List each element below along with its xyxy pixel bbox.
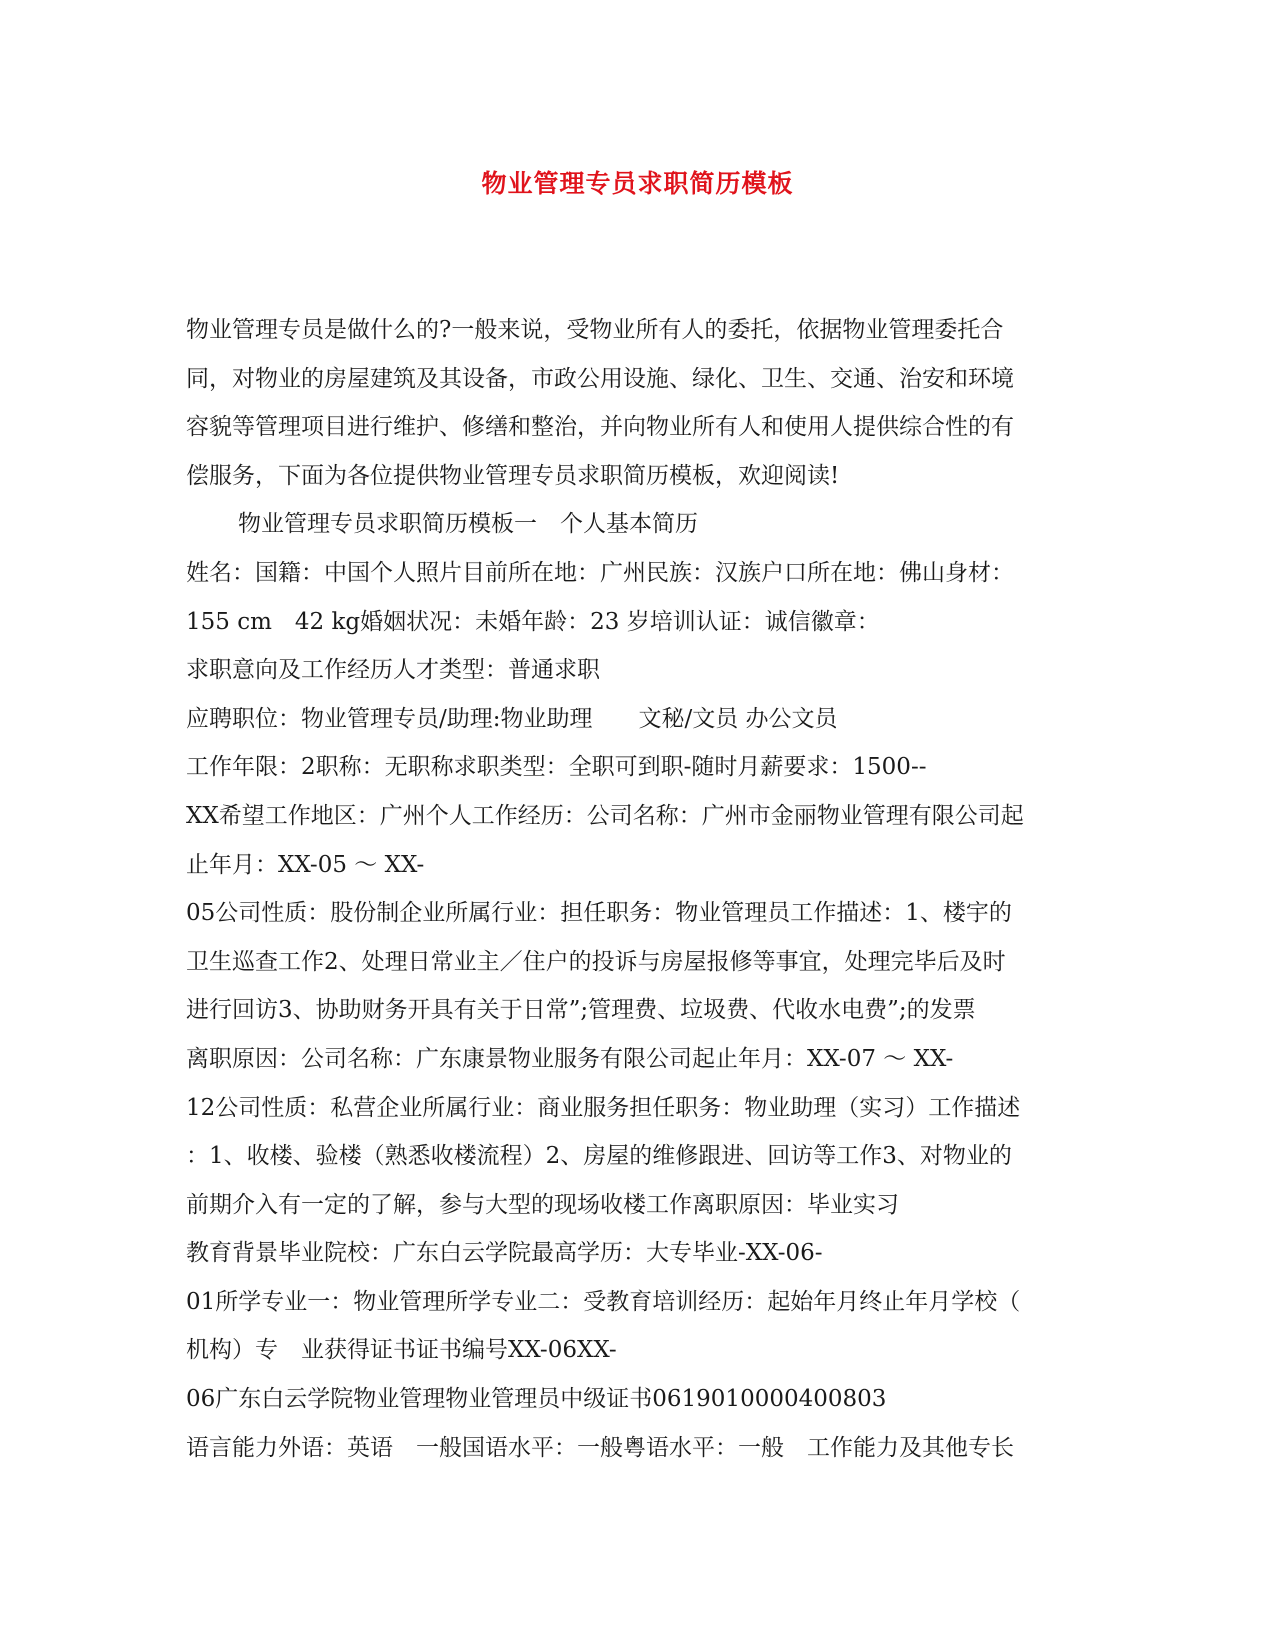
body-line: 06广东白云学院物业管理物业管理员中级证书0619010000400803: [186, 1386, 887, 1413]
body-line: 同，对物业的房屋建筑及其设备，市政公用设施、绿化、卫生、交通、治安和环境: [186, 365, 1014, 392]
body-line: 05公司性质：股份制企业所属行业：担任职务：物业管理员工作描述：1、楼宇的: [186, 900, 1012, 927]
body-line: 01所学专业一：物业管理所学专业二：受教育培训经历：起始年月终止年月学校（: [186, 1288, 1021, 1315]
body-line: 物业管理专员是做什么的?一般来说，受物业所有人的委托，依据物业管理委托合: [186, 317, 1004, 343]
document-body: [186, 306, 1086, 1472]
body-line: 前期介入有一定的了解，参与大型的现场收楼工作离职原因：毕业实习: [186, 1191, 899, 1218]
body-line: 止年月：XX-05 ～ XX-: [186, 851, 425, 878]
body-line: 教育背景毕业院校：广东白云学院最高学历：大专毕业-XX-06-: [186, 1240, 823, 1267]
body-line: 求职意向及工作经历人才类型：普通求职: [186, 657, 600, 684]
body-line: XX希望工作地区：广州个人工作经历：公司名称：广州市金丽物业管理有限公司起: [186, 802, 1024, 829]
body-line: 偿服务，下面为各位提供物业管理专员求职简历模板，欢迎阅读!: [186, 462, 840, 489]
body-line: 卫生巡查工作2、处理日常业主／住户的投诉与房屋报修等事宜，处理完毕后及时: [186, 948, 1006, 975]
section-heading: 物业管理专员求职简历模板一 个人基本简历: [238, 511, 698, 538]
body-line: 机构）专 业获得证书证书编号XX-06XX-: [186, 1337, 617, 1364]
body-line: 进行回访3、协助财务开具有关于日常”;管理费、垃圾费、代收水电费”;的发票: [186, 997, 976, 1024]
body-line: 语言能力外语：英语 一般国语水平：一般粤语水平：一般 工作能力及其他专长: [186, 1434, 1014, 1461]
body-line: 12公司性质：私营企业所属行业：商业服务担任职务：物业助理（实习）工作描述: [186, 1094, 1021, 1121]
body-line: 姓名：国籍：中国个人照片目前所在地：广州民族：汉族户口所在地：佛山身材：: [186, 559, 1014, 586]
body-line: 离职原因：公司名称：广东康景物业服务有限公司起止年月：XX-07 ～ XX-: [186, 1045, 954, 1072]
body-line: 工作年限：2职称：无职称求职类型：全职可到职-随时月薪要求：1500--: [186, 754, 927, 781]
document-title: 物业管理专员求职简历模板: [481, 169, 794, 198]
body-line: 155 cm 42 kg婚姻状况：未婚年龄：23 岁培训认证：诚信徽章：: [186, 608, 880, 635]
body-line: ：1、收楼、验楼（熟悉收楼流程）2、房屋的维修跟进、回访等工作3、对物业的: [186, 1143, 1012, 1170]
body-line: 容貌等管理项目进行维护、修缮和整治，并向物业所有人和使用人提供综合性的有: [186, 414, 1014, 441]
body-line: 应聘职位：物业管理专员/助理:物业助理 文秘/文员 办公文员: [186, 705, 838, 732]
